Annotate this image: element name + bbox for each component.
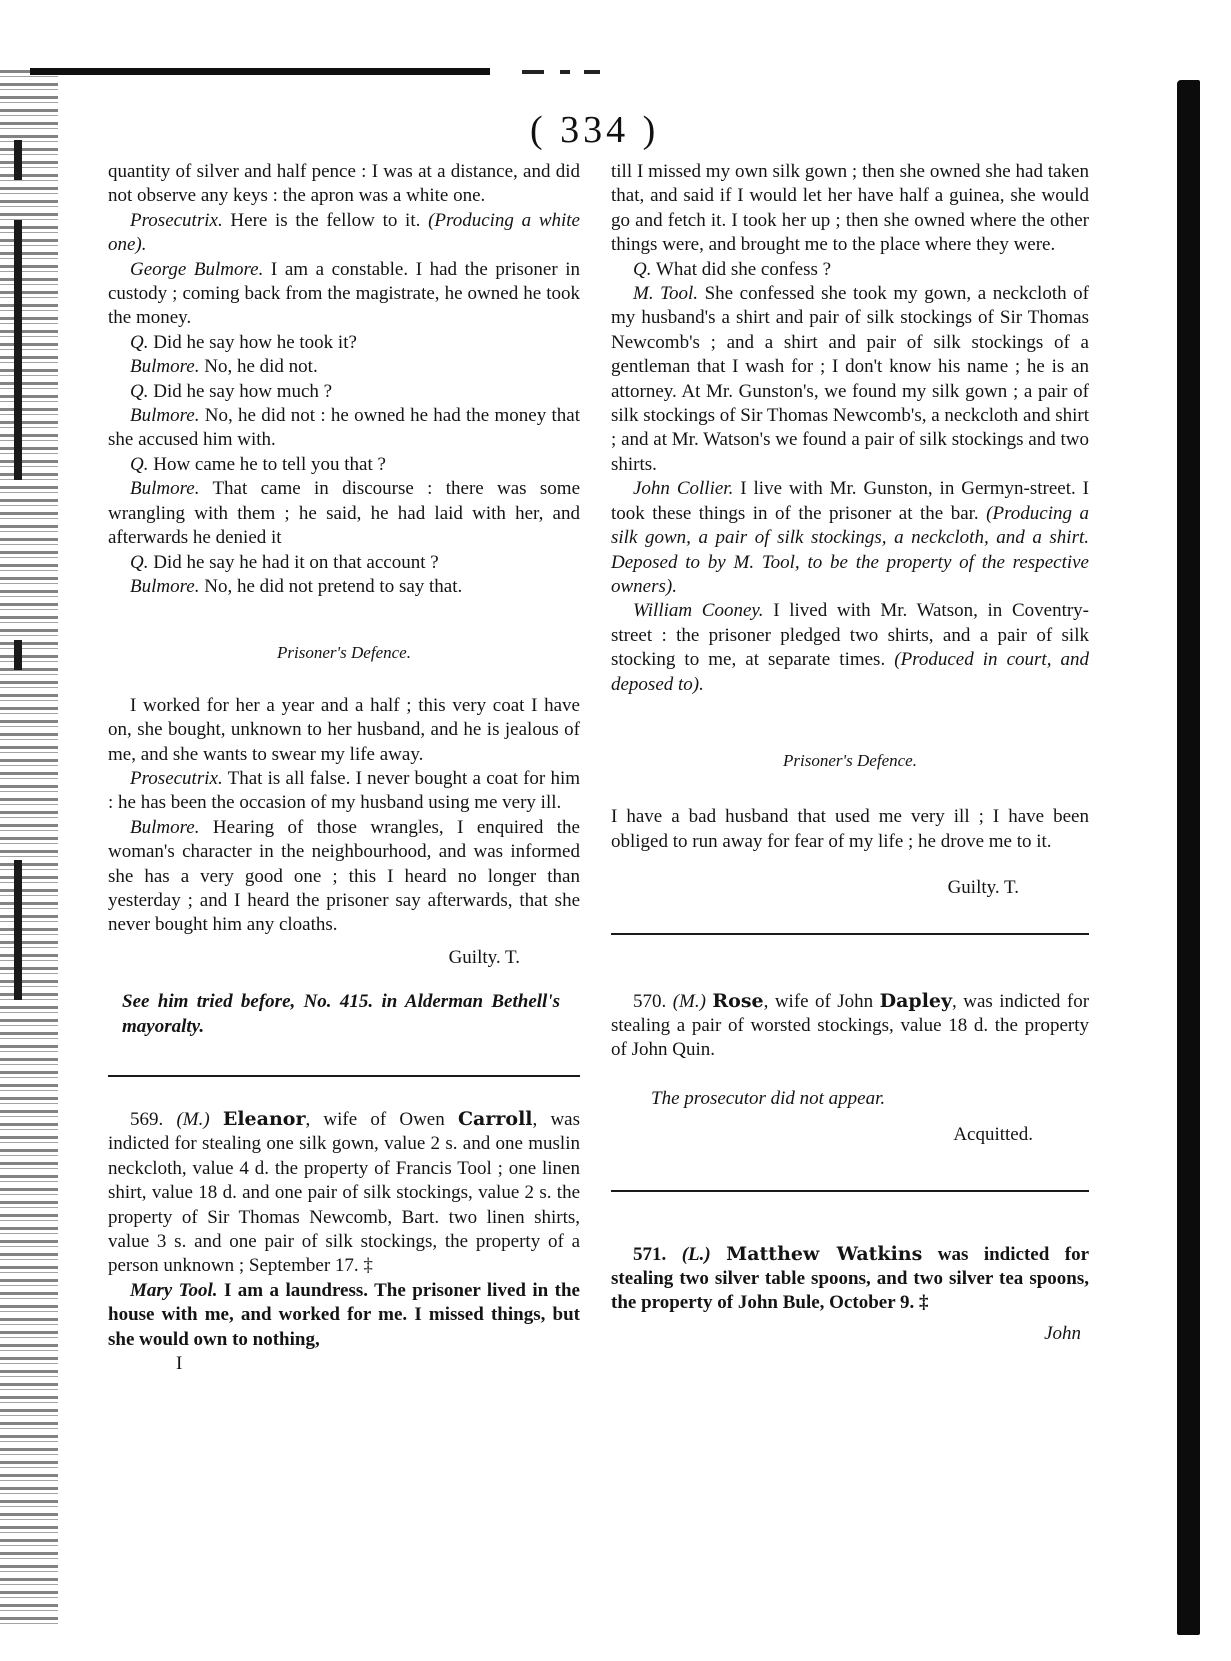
testimony	[108, 355, 580, 379]
speaker: John Collier.	[633, 478, 734, 500]
question-text: Did he say how much ?	[148, 380, 333, 402]
testimony	[108, 404, 580, 453]
section-heading: Prisoner's Defence.	[783, 750, 917, 770]
scan-binding-edge	[0, 70, 58, 1630]
testimony	[108, 575, 580, 599]
speaker: Bulmore.	[130, 405, 200, 427]
testimony	[108, 209, 580, 258]
paragraph: till I missed my own silk gown ; then she owned she had taken that, and said if I would let her have half a guinea, she would go and fetch it. I took her up ; then she owned where the other things were, and brought me to the place where they were.	[611, 161, 1089, 256]
court-marker: (M.)	[672, 990, 713, 1012]
cross-reference-note: See him tried before, No. 415. in Alderman Bethell's mayoralty.	[122, 991, 560, 1037]
testimony-text: No, he did not pretend to say that.	[199, 575, 463, 597]
scan-dash	[522, 70, 544, 74]
stage-note: (Producing a silk gown, a pair of silk stockings, a neckcloth, and a shirt. Deposed to by M. Tool, to be the property of the respective owners).	[611, 502, 1089, 597]
speaker: Bulmore.	[130, 816, 200, 838]
defendant-name: Matthew Watkins	[726, 1242, 923, 1265]
defence-paragraph: I worked for her a year and a half ; this very coat I have on, she bought, unknown to her husband, and he is jealous of me, and she wants to swear my life away.	[108, 694, 580, 765]
scan-dash	[560, 70, 570, 74]
testimony-text: That is all false. I never bought a coat for him : he has been the occasion of my husband using me very ill.	[108, 767, 580, 814]
testimony-text: I am a constable. I had the prisoner in custody ; coming back from the magistrate, he owned he took the money.	[108, 258, 581, 329]
scan-right-edge	[1177, 80, 1200, 1635]
paragraph: quantity of silver and half pence : I was at a distance, and did not observe any keys : the apron was a white one.	[108, 161, 580, 207]
speaker: Prosecutrix.	[130, 209, 223, 231]
case-divider	[611, 1190, 1089, 1192]
question-marker: Q.	[130, 453, 149, 475]
verdict: Guilty. T.	[448, 946, 520, 968]
verdict: Acquitted.	[953, 1124, 1033, 1146]
page-number: ( 334 )	[530, 109, 660, 151]
indictment-text: , wife of John	[763, 990, 880, 1012]
testimony-text: Here is the fellow to it.	[222, 209, 429, 231]
indictment-text: was indicted for stealing two silver table spoons, and two silver tea spoons, the property of John Bule, October 9. ‡	[611, 1243, 1089, 1314]
case-number: 570.	[633, 990, 673, 1012]
case-571-indictment	[611, 1242, 1089, 1316]
stage-note: (Producing a white one).	[108, 209, 580, 256]
speaker: M. Tool.	[633, 283, 698, 305]
question-text: What did she confess ?	[651, 258, 832, 280]
question-text: How came he to tell you that ?	[148, 453, 386, 475]
right-column	[611, 160, 1089, 1346]
signature-mark: I	[176, 1353, 183, 1375]
indictment-text: , was indicted for stealing one silk gown, value 2 s. and one muslin neckcloth, value 4 d. the property of Francis Tool ; one linen shirt, value 18 d. and one pair of silk stockings, value 2 s. the property of Sir Thomas Newcomb, Bart. two linen shirts, value 3 s. and one pair of silk stockings, the property of a person unknown ; September 17. ‡	[108, 1109, 580, 1277]
scan-dash	[584, 70, 600, 74]
testimony	[611, 599, 1089, 697]
testimony-text: Hearing of those wrangles, I enquired the woman's character in the neighbourhood, and was informed she has a very good one ; this I heard no longer than yesterday ; and I heard the prisoner say afterwards, that she never bought him any cloaths.	[108, 816, 580, 936]
testimony-text: No, he did not.	[199, 356, 318, 378]
testimony-text: I am a laundress. The prisoner lived in the house with me, and worked for me. I missed things, but she would own to nothing,	[108, 1279, 580, 1350]
case-divider	[611, 933, 1089, 935]
speaker: Bulmore.	[130, 478, 200, 500]
question-text: Did he say how he took it?	[148, 331, 357, 353]
testimony-text: No, he did not : he owned he had the money that she accused him with.	[108, 405, 580, 451]
testimony	[108, 477, 580, 550]
catchword: John	[1044, 1322, 1081, 1344]
speaker: Bulmore.	[130, 575, 200, 597]
scan-mark	[14, 140, 22, 180]
question	[108, 380, 580, 404]
testimony	[611, 477, 1089, 599]
scan-mark	[14, 220, 22, 480]
defendant-surname: Carroll	[457, 1108, 533, 1130]
question	[108, 551, 580, 575]
testimony	[108, 258, 580, 331]
scan-mark	[14, 860, 22, 1000]
speaker: Mary Tool.	[130, 1279, 218, 1301]
testimony	[611, 282, 1089, 477]
testimony-text: That came in discourse : there was some wrangling with them ; he said, he had laid with her, and afterwards he denied it	[108, 478, 580, 549]
question-marker: Q.	[130, 380, 149, 402]
left-column	[108, 160, 580, 1376]
testimony	[108, 767, 580, 816]
question-text: Did he say he had it on that account ?	[148, 551, 439, 573]
verdict: Guilty. T.	[947, 877, 1019, 899]
scan-top-rule	[30, 68, 490, 75]
stage-note: (Produced in court, and deposed to).	[611, 649, 1090, 695]
court-marker: (M.)	[176, 1109, 223, 1130]
scan-mark	[14, 640, 22, 670]
speaker: George Bulmore.	[130, 258, 264, 280]
question-marker: Q.	[633, 258, 652, 280]
case-number: 571.	[633, 1243, 682, 1265]
question	[108, 453, 580, 477]
question-marker: Q.	[130, 331, 149, 353]
speaker: Prosecutrix.	[130, 767, 223, 789]
question-marker: Q.	[130, 551, 149, 573]
defendant-surname: Dapley	[879, 989, 953, 1012]
defendant-name: Rose	[712, 989, 764, 1012]
question	[108, 331, 580, 355]
case-570-indictment	[611, 989, 1089, 1063]
case-number: 569.	[130, 1109, 177, 1130]
testimony	[108, 816, 580, 938]
question	[611, 258, 1089, 282]
court-marker: (L.)	[681, 1243, 727, 1265]
case-569-indictment	[108, 1107, 580, 1279]
testimony-text: She confessed she took my gown, a neckcloth of my husband's a shirt and pair of silk stockings of Sir Thomas Newcomb's ; and a shirt and pair of silk stockings of a gentleman that I wash for ; I don't know his name ; he is an attorney. At Mr. Gunston's, we found my silk gown ; a pair of silk stockings of Sir Thomas Newcomb's, a neckcloth and shirt ; and at Mr. Watson's we found a pair of silk stockings and two shirts.	[611, 283, 1090, 475]
speaker: William Cooney.	[633, 600, 764, 622]
case-divider	[108, 1075, 580, 1077]
testimony	[108, 1279, 580, 1352]
testimony-text: I live with Mr. Gunston, in Germyn-street. I took these things in of the prisoner at the bar.	[611, 478, 1089, 524]
indictment-text: , wife of Owen	[305, 1109, 458, 1130]
speaker: Bulmore.	[130, 356, 200, 378]
defence-paragraph: I have a bad husband that used me very ill ; I have been obliged to run away for fear of my life ; he drove me to it.	[611, 806, 1089, 852]
defendant-name: Eleanor	[222, 1108, 306, 1130]
testimony-text: I lived with Mr. Watson, in Coventry-street : the prisoner pledged two shirts, and a pair of silk stocking to me, at separate times.	[611, 600, 1089, 671]
case-note: The prosecutor did not appear.	[651, 1087, 886, 1109]
section-heading: Prisoner's Defence.	[277, 643, 411, 663]
indictment-text: , was indicted for stealing a pair of worsted stockings, value 18 d. the property of John Quin.	[611, 990, 1090, 1061]
